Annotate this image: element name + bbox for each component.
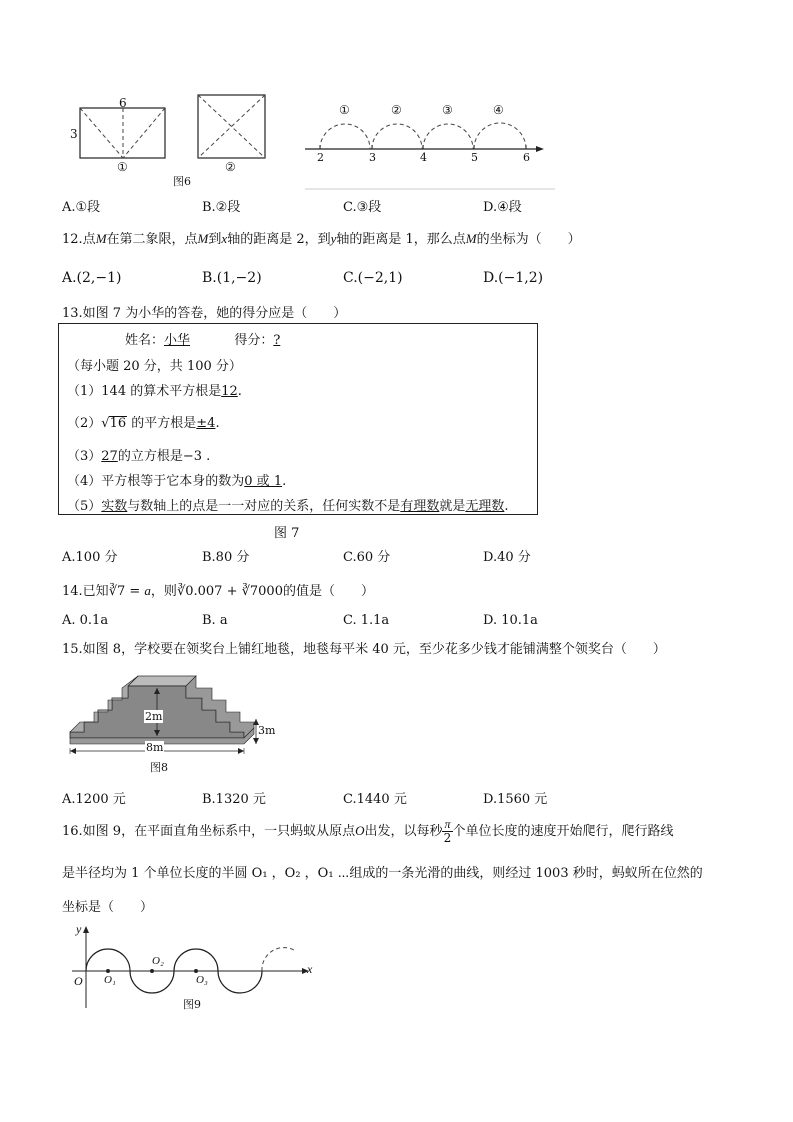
q16-question-line2: 是半径均为 1 个单位长度的半圆 O₁ ，O₂ ，O₁ ⋯组成的一条光滑的曲线，则经过 1003 秒时，蚂蚁所在位然的 (62, 866, 703, 881)
q13-option-d[interactable]: D.40 分 (483, 550, 531, 565)
fig9-o3-label: O₃ (196, 974, 208, 986)
q13-question: 13.如图 7 为小华的答卷，她的得分应是（ ） (62, 306, 347, 321)
q12-option-a[interactable]: A.(2,−1) (62, 270, 122, 286)
q14-option-d[interactable]: D. 10.1a (483, 613, 538, 628)
fig8-dim-side: 3m (258, 724, 276, 737)
q14-question: 14.已知∛7 = a，则∛0.007 + ∛7000的值是（ ） (62, 583, 374, 599)
figure-8-podium (62, 664, 292, 776)
pi-over-2-fraction: $\frac{\pi}{2}$ (443, 817, 452, 845)
fig6-rect-mark: ① (117, 160, 128, 174)
fig9-origin-label: O (74, 974, 83, 988)
cube-root-7: ∛7 (108, 584, 126, 599)
figure-6 (60, 90, 560, 195)
q12-option-b[interactable]: B.(1,−2) (202, 270, 262, 286)
q16-question-line3: 坐标是（ ） (62, 900, 154, 915)
fig6-arc-mark-3: ③ (442, 103, 453, 117)
fig6-arc-mark-4: ④ (493, 103, 504, 117)
fig6-side-label: 3 (70, 127, 78, 141)
score-value: ? (273, 333, 281, 348)
q12-option-d[interactable]: D.(−1,2) (483, 270, 544, 286)
q14-option-a[interactable]: A. 0.1a (62, 613, 109, 628)
fig6-arc-mark-1: ① (339, 103, 350, 117)
fig6-tick-2: 2 (317, 151, 324, 164)
fig6-arc-mark-2: ② (391, 103, 402, 117)
fig9-x-label: x (307, 962, 313, 976)
fig6-caption: 图6 (173, 175, 191, 188)
q11-option-d[interactable]: D.④段 (483, 200, 522, 215)
answer-sheet-box (58, 323, 538, 515)
q11-option-a[interactable]: A.①段 (62, 200, 101, 215)
q14-option-b[interactable]: B. a (202, 613, 228, 628)
fig6-top-label: 6 (119, 96, 127, 110)
answer-sheet-note: （每小题 20 分，共 100 分） (67, 359, 242, 374)
q13-option-a[interactable]: A.100 分 (62, 550, 118, 565)
q11-option-b[interactable]: B.②段 (202, 200, 241, 215)
answer-item-3: （3）27的立方根是−3 . (67, 449, 211, 464)
fig8-caption: 图8 (150, 761, 168, 774)
fig6-tick-6: 6 (523, 151, 530, 164)
q15-option-d[interactable]: D.1560 元 (483, 792, 548, 807)
answer-sheet-header: 姓名：小华 得分：? (125, 333, 281, 348)
q13-option-b[interactable]: B.80 分 (202, 550, 250, 565)
fig9-y-label: y (76, 922, 82, 936)
q15-question: 15.如图 8，学校要在领奖台上铺红地毯，地毯每平米 40 元，至少花多少钱才能铺满整个领奖台（ ） (62, 642, 666, 657)
fig9-caption: 图9 (183, 998, 201, 1011)
fig6-tick-5: 5 (471, 151, 478, 164)
fig8-dim-width: 8m (146, 741, 164, 754)
q16-question-line1: 16.如图 9，在平面直角坐标系中，一只蚂蚁从原点O出发，以每秒 $\frac{\pi}{2}$ 个单位长度的速度开始爬行，爬行路线 (62, 817, 674, 845)
q12-question: 12.点M在第二象限，点M到x轴的距离是 2，到y轴的距离是 1，那么点M的坐标为（ ） (62, 231, 581, 247)
student-name: 小华 (164, 333, 191, 348)
q14-option-c[interactable]: C. 1.1a (343, 613, 390, 628)
answer-item-2: （2）√16 的平方根是±4. (67, 416, 220, 431)
cube-root-expression: ∛0.007 + ∛7000 (176, 584, 283, 599)
fig9-o1-label: O₁ (104, 974, 116, 986)
answer-item-1: （1）144 的算术平方根是12. (67, 384, 242, 399)
fig7-caption: 图 7 (274, 526, 300, 541)
q13-option-c[interactable]: C.60 分 (343, 550, 391, 565)
sqrt-sign: √ (101, 416, 110, 431)
fig6-tick-4: 4 (420, 151, 427, 164)
q15-option-c[interactable]: C.1440 元 (343, 792, 407, 807)
q11-option-c[interactable]: C.③段 (343, 200, 382, 215)
q15-option-b[interactable]: B.1320 元 (202, 792, 266, 807)
answer-item-5: （5）实数与数轴上的点是一一对应的关系，任何实数不是有理数就是无理数. (67, 499, 509, 514)
q12-option-c[interactable]: C.(−2,1) (343, 270, 403, 286)
answer-item-4: （4）平方根等于它本身的数为0 或 1. (67, 474, 287, 489)
q15-option-a[interactable]: A.1200 元 (62, 792, 126, 807)
fig6-square-mark: ② (225, 160, 236, 174)
fig9-o2-label: O₂ (152, 955, 164, 967)
fig8-dim-height: 2m (145, 710, 163, 723)
fig6-tick-3: 3 (369, 151, 376, 164)
